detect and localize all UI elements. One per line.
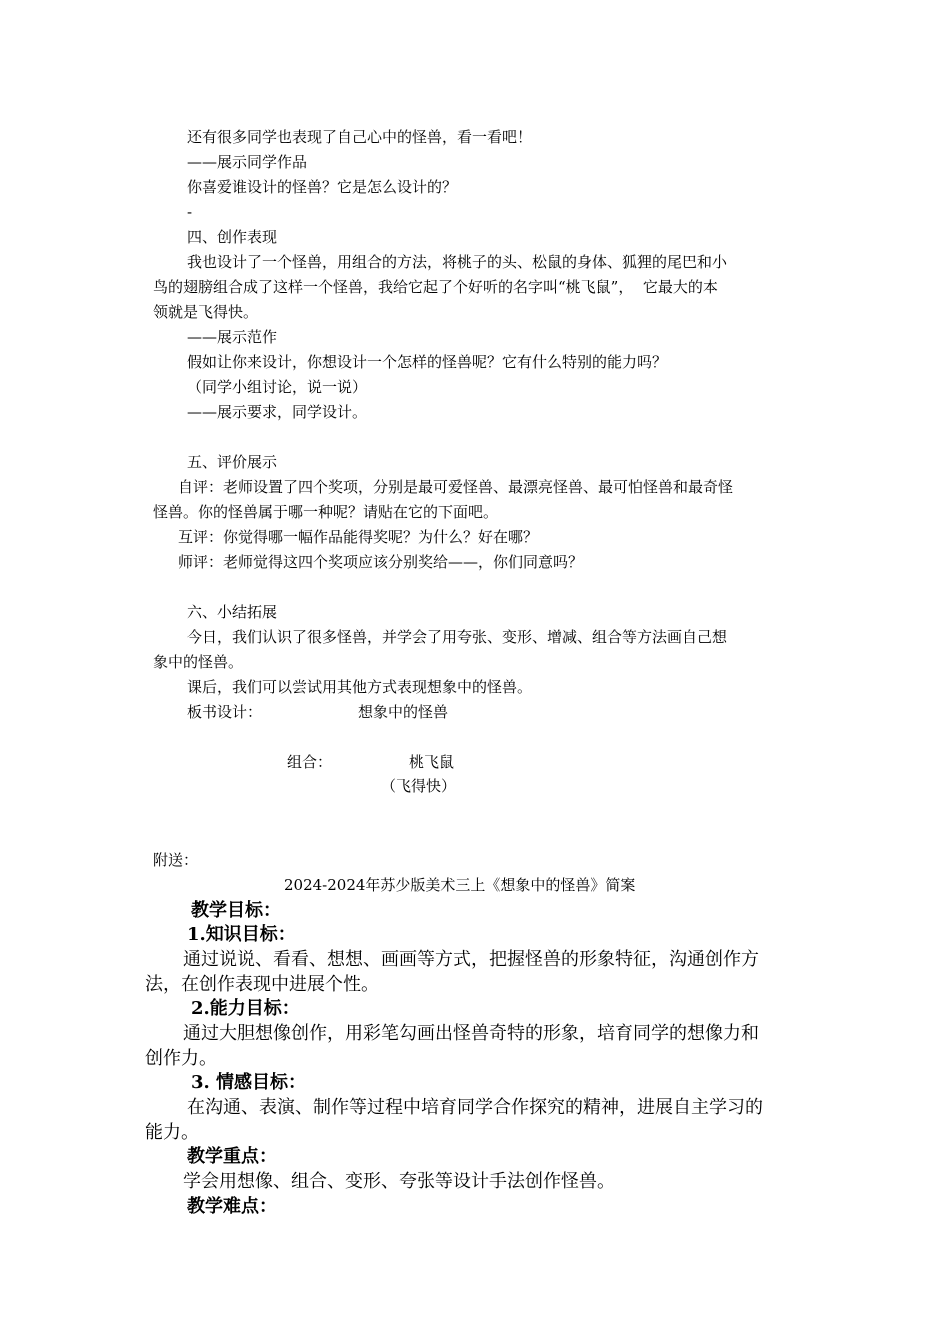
summary-line: 象中的怪兽。	[153, 653, 244, 671]
self-evaluation-line: 自评：老师设置了四个奖项，分别是最可爱怪兽、最漂亮怪兽、最可怕怪兽和最奇怪	[178, 478, 734, 496]
ability-goal-heading: 2.能力目标：	[191, 998, 300, 1019]
knowledge-goal-heading: 1.知识目标：	[187, 924, 296, 945]
after-class-line: 课后，我们可以尝试用其他方式表现想象中的怪兽。	[187, 678, 533, 696]
knowledge-goal-line: 法，在创作表现中进展个性。	[145, 974, 379, 995]
knowledge-goal-line: 通过说说、看看、想想、画画等方式，把握怪兽的形象特征，沟通创作方	[183, 949, 759, 970]
teaching-goals-heading: 教学目标：	[191, 900, 281, 921]
combination-label: 组合：	[287, 753, 333, 771]
key-points-line: 学会用想像、组合、变形、夸张等设计手法创作怪兽。	[183, 1171, 615, 1192]
section-5-title: 五、评价展示	[187, 453, 278, 471]
section-4-para-line: 领就是飞得快。	[153, 303, 259, 321]
emotion-goal-line: 在沟通、表演、制作等过程中培育同学合作探究的精神，进展自主学习的	[187, 1097, 763, 1118]
show-requirements: ——展示要求，同学设计。	[187, 403, 368, 421]
section-4-title: 四、创作表现	[187, 228, 278, 246]
peer-evaluation: 互评：你觉得哪一幅作品能得奖呢？为什么？好在哪？	[178, 528, 539, 546]
ability-goal-line: 通过大胆想像创作，用彩笔勾画出怪兽奇特的形象，培育同学的想像力和	[183, 1023, 759, 1044]
self-evaluation-line: 怪兽。你的怪兽属于哪一种呢？请贴在它的下面吧。	[153, 503, 499, 521]
board-design-title: 想象中的怪兽	[358, 703, 449, 721]
section-6-title: 六、小结拓展	[187, 603, 278, 621]
question-line: 你喜爱谁设计的怪兽？它是怎么设计的？	[187, 178, 458, 196]
appendix-label: 附送：	[153, 851, 199, 869]
key-points-heading: 教学重点：	[187, 1146, 277, 1167]
group-discussion: （同学小组讨论，说一说）	[187, 378, 368, 396]
teacher-evaluation: 师评：老师觉得这四个奖项应该分别奖给——，你们同意吗？	[178, 553, 584, 571]
summary-line: 今日，我们认识了很多怪兽，并学会了用夸张、变形、增减、组合等方法画自己想	[187, 628, 728, 646]
board-design-label: 板书设计：	[187, 703, 263, 721]
section-4-para-line: 我也设计了一个怪兽，用组合的方法，将桃子的头、松鼠的身体、狐狸的尾巴和小	[187, 253, 728, 271]
show-student-works: ——展示同学作品	[187, 153, 308, 171]
ability-goal-line: 创作力。	[145, 1048, 217, 1069]
combination-value: 桃飞鼠	[409, 753, 455, 771]
emotion-goal-line: 能力。	[145, 1122, 199, 1143]
emotion-goal-heading: 3. 情感目标：	[191, 1072, 307, 1093]
difficulties-heading: 教学难点：	[187, 1196, 277, 1217]
document-title: 2024-2024年苏少版美术三上《想象中的怪兽》简案	[284, 876, 636, 894]
section-4-para-line: 鸟的翅膀组合成了这样一个怪兽，我给它起了个好听的名字叫“桃飞鼠”， 它最大的本	[153, 278, 718, 296]
intro-line: 还有很多同学也表现了自己心中的怪兽，看一看吧！	[187, 128, 533, 146]
combination-note: （飞得快）	[381, 777, 457, 795]
show-sample-work: ——展示范作	[187, 328, 278, 346]
dash-line: -	[187, 203, 193, 221]
section-4-question: 假如让你来设计，你想设计一个怎样的怪兽呢？它有什么特别的能力吗？	[187, 353, 668, 371]
